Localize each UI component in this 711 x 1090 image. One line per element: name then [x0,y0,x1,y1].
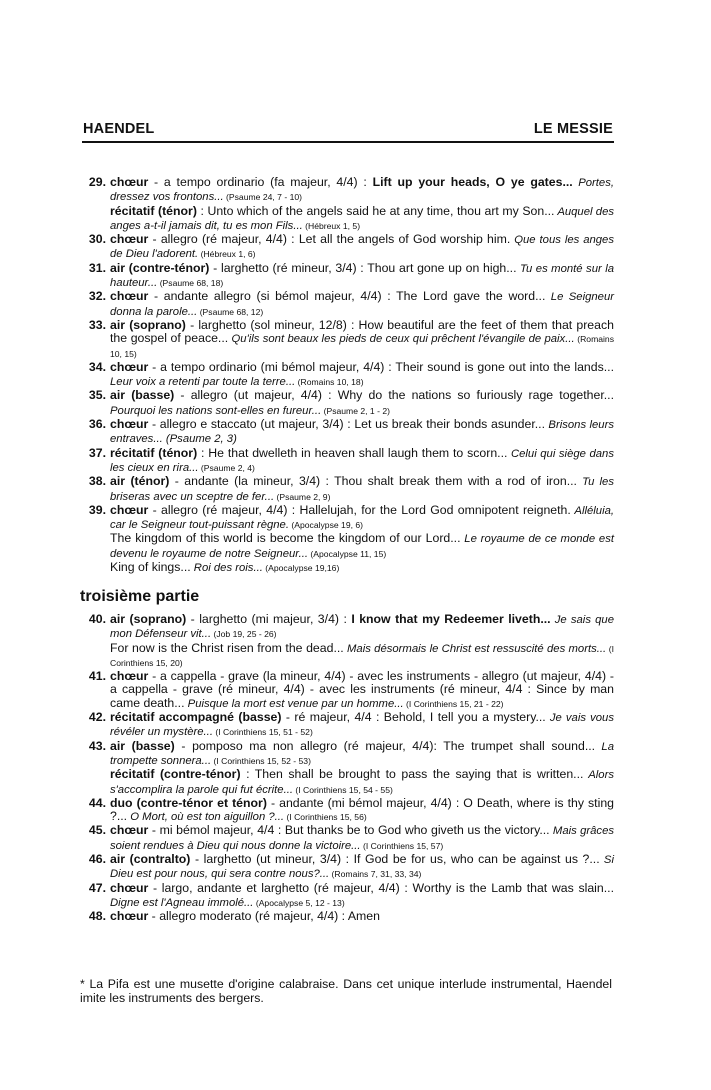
bold-text: air (soprano) [110,317,186,332]
french-translation: Le royaume de ce monde est devenu le royaume de notre Seigneur... [110,533,614,560]
movement-number: 35. [88,388,106,403]
section-title: troisième partie [80,588,200,605]
movement-paragraph [110,561,614,575]
french-translation: Je vais vous révéler un mystère... [110,712,614,739]
entry-text: - andante allegro (si bémol majeur, 4/4) : The Lord gave the word... [148,289,546,304]
entry-text: - larghetto (ut mineur, 3/4) : If God be for us, who can be against us ?... [190,852,600,867]
bold-text: chœur [110,880,149,895]
french-translation: La trompette sonnera... [110,740,614,767]
movement-number: 41. [88,669,106,684]
bold-text: air (ténor) [110,474,170,489]
movement-body [110,447,614,476]
bold-text: air (contralto) [110,852,191,867]
movement-body [110,824,614,853]
entry-text: For now is the Christ risen from the dead... [110,640,344,655]
movement-body [110,711,614,740]
scripture-reference: (Apocalypse 5, 12 - 13) [253,897,345,908]
scripture-reference: (Romains 7, 31, 33, 34) [329,869,422,880]
movement-paragraph [110,290,614,319]
movement-number: 34. [88,359,106,374]
movement-paragraph [110,910,614,923]
french-translation: Le Seigneur donna la parole... [110,291,614,318]
movement-body [110,853,614,882]
movement-body [110,361,614,390]
movement-entry [80,613,614,670]
scripture-reference: (Psaume 2, 9) [274,491,331,502]
movement-body [110,389,614,418]
french-translation: Mais grâces soient rendues à Dieu qui nous donne la victoire... [110,825,614,852]
movement-paragraph [110,711,614,740]
movement-body [110,882,614,911]
movement-entry [80,361,614,390]
entry-text: - largo, andante et larghetto (ré majeur, 4/4) : Worthy is the Lamb that was slain... [148,880,614,895]
french-translation: Alors s'accomplira la parole qui fut écrite... [110,769,614,796]
movement-number: 40. [88,612,106,626]
movement-entry [80,447,614,476]
french-translation: Si Dieu est pour nous, qui sera contre nous?... [110,854,614,881]
entry-text: - a tempo ordinario (fa majeur, 4/4) : [148,175,373,189]
entry-text: - allegro (ré majeur, 4/4) : Hallelujah, for the Lord God omnipotent reigneth. [148,502,571,517]
movement-number: 38. [88,474,106,489]
bold-text: air (basse) [110,738,175,753]
french-translation: Roi des rois... [190,562,263,575]
entry-text: - larghetto (mi majeur, 3/4) : [186,612,352,626]
bold-text: récitatif (contre-ténor) [110,767,241,782]
movement-paragraph [110,176,614,205]
movement-entry [80,824,614,853]
bold-text: chœur [110,823,149,838]
movement-body [110,176,614,233]
composer-name: HAENDEL [83,121,155,137]
bold-text: chœur [110,502,149,517]
movement-entry [80,711,614,740]
movement-paragraph [110,361,614,390]
movement-number: 37. [88,445,106,460]
scripture-reference: (Psaume 68, 18) [157,278,224,289]
movement-number: 48. [88,909,106,924]
entry-text: - allegro (ut majeur, 4/4) : Why do the nations so furiously rage together... [174,388,614,403]
scripture-reference: (Hébreux 1, 6) [198,249,256,260]
scripture-reference: (Job 19, 25 - 26) [211,629,277,640]
movement-entry [80,670,614,711]
work-title: LE MESSIE [533,121,613,137]
scripture-reference: (Apocalypse 19,16) [262,563,340,574]
movement-paragraph [110,475,614,504]
part-two-list [80,176,614,575]
movement-body [110,740,614,797]
entry-text: - pomposo ma non allegro (ré majeur, 4/4): The trumpet shall sound... [174,738,596,753]
entry-text: The kingdom of this world is become the kingdom of our Lord... [110,531,461,546]
movement-paragraph [110,882,614,911]
bold-text: chœur [110,289,149,304]
scripture-reference: (I Corinthiens 15, 21 - 22) [403,698,504,709]
movement-number: 29. [88,175,106,189]
french-translation: Qu'ils sont beaux les pieds de ceux qui prêchent l'évangile de paix... [228,333,575,346]
movement-paragraph [110,797,614,825]
entry-text: : Then shall be brought to pass the saying that is written... [240,767,584,782]
movement-entry [80,740,614,797]
movement-number: 30. [88,232,106,247]
entry-text: - mi bémol majeur, 4/4 : But thanks be to God who giveth us the victory... [148,823,550,838]
movement-body [110,504,614,575]
movement-paragraph [110,613,614,642]
bold-text: chœur [110,669,149,684]
movement-entry [80,262,614,291]
movement-number: 42. [88,710,106,725]
movement-entry [80,910,614,923]
movement-entry [80,290,614,319]
bold-text: récitatif (ténor) [110,445,198,460]
bold-text: chœur [110,359,149,374]
movement-number: 46. [88,852,106,867]
french-translation: Tu es monté sur la hauteur... [110,262,614,290]
bold-text: chœur [110,909,149,924]
movement-entry [80,504,614,575]
movement-number: 45. [88,823,106,838]
movement-body [110,670,614,711]
movement-paragraph [110,389,614,418]
movement-entry [80,233,614,262]
french-translation: Tu les briseras avec un sceptre de fer... [110,476,614,503]
bold-text: duo (contre-ténor et ténor) [110,795,267,810]
scripture-reference: (I Corinthiens 15, 51 - 52) [212,727,313,738]
french-translation: Pourquoi les nations sont-elles en fureur... [110,404,322,417]
movement-body [110,613,614,670]
movement-paragraph [110,642,614,671]
movement-number: 39. [88,502,106,517]
french-translation: Celui qui siège dans les cieux en rira... [110,447,614,474]
entry-text: - allegro e staccato (ut majeur, 3/4) : Let us break their bonds asunder... [148,417,546,432]
movement-paragraph [110,740,614,769]
movement-number: 44. [88,795,106,810]
bold-text: chœur [110,417,149,432]
bold-text: récitatif accompagné (basse) [110,710,282,725]
scripture-reference: (I Corinthiens 15, 54 - 55) [293,784,393,795]
bold-text: air (basse) [110,388,175,403]
movement-body [110,797,614,825]
french-translation: Portes, dressez vos frontons... [110,177,615,204]
movement-entry [80,176,614,233]
movement-paragraph [110,233,614,262]
movement-body [110,290,614,319]
movement-paragraph [110,532,614,561]
movement-entry [80,418,614,447]
scripture-reference: (Apocalypse 19, 6) [288,520,364,531]
entry-text: : Unto which of the angels said he at any time, thou art my Son... [196,203,555,218]
running-header [83,121,613,137]
scripture-reference: (I Corinthiens 15, 52 - 53) [211,755,311,766]
movement-body [110,475,614,504]
movement-body [110,319,614,361]
movement-number: 33. [88,317,106,332]
french-translation: Que tous les anges de Dieu l'adorent. [110,234,614,261]
scripture-reference: (I Corinthiens 15, 56) [284,812,367,823]
movement-number: 47. [88,880,106,895]
movement-paragraph [110,447,614,476]
french-translation: Alléluia, car le Seigneur tout-puissant règne. [110,504,614,532]
bold-text: chœur [110,232,149,247]
movement-paragraph [110,205,614,234]
movement-paragraph [110,824,614,853]
scripture-reference: (I Corinthiens 15, 20) [110,643,614,668]
entry-text: - larghetto (ré mineur, 3/4) : Thou art gone up on high... [209,260,517,275]
entry-text: King of kings... [110,560,191,575]
movement-body [110,418,614,447]
movement-number: 32. [88,289,106,304]
entry-text: - ré majeur, 4/4 : Behold, I tell you a mystery... [281,710,546,725]
movement-body [110,910,614,923]
entry-text: - andante (la mineur, 3/4) : Thou shalt break them with a rod of iron... [169,474,577,489]
entry-text: - a tempo ordinario (mi bémol majeur, 4/4) : Their sound is gone out into the lands... [148,359,614,374]
scripture-reference: (Romains 10, 15) [110,334,614,359]
bold-text: I know that my Redeemer liveth... [351,612,551,626]
entry-text: - allegro moderato (ré majeur, 4/4) : Amen [148,909,380,924]
part-three-list [80,613,614,924]
movement-number: 43. [88,738,106,753]
entry-text: : He that dwelleth in heaven shall laugh them to scorn... [197,445,508,460]
french-translation: Mais désormais le Christ est ressuscité des morts... [343,642,607,655]
bold-text: chœur [110,175,149,189]
french-translation: Puisque la mort est venue par un homme... [184,697,404,710]
bold-text: air (soprano) [110,612,187,626]
movement-entry [80,475,614,504]
movement-body [110,262,614,291]
movement-number: 36. [88,417,106,432]
bold-text: air (contre-ténor) [110,260,210,275]
movement-entry [80,797,614,825]
movement-number: 31. [88,260,106,275]
movement-paragraph [110,319,614,361]
french-translation: O Mort, où est ton aiguillon ?... [127,811,285,824]
movement-paragraph [110,670,614,711]
bold-text: Lift up your heads, O ye gates... [372,175,573,189]
scripture-reference: (Hébreux 1, 5) [302,220,361,231]
movement-entry [80,853,614,882]
movement-paragraph [110,768,614,797]
movement-paragraph [110,262,614,291]
scripture-reference: (Psaume 68, 12) [197,306,264,317]
scripture-reference: (Romains 10, 18) [295,377,364,388]
bold-text: récitatif (ténor) [110,203,197,218]
movement-paragraph [110,504,614,533]
movement-paragraph [110,418,614,447]
french-translation: Je sais que mon Défenseur vit... [110,614,614,641]
entry-text: - larghetto (sol mineur, 12/8) : How beautiful are the feet of them that preach the gospel of peace... [110,317,614,346]
french-translation: Leur voix a retenti par toute la terre... [110,376,296,389]
french-translation: Auquel des anges a-t-il jamais dit, tu es mon Fils... [110,205,614,232]
movement-paragraph [110,853,614,882]
entry-text: - a cappella - grave (la mineur, 4/4) - avec les instruments - allegro (ut majeur, 4/4) - a cappella - grave (ré mineur, 4/4) - avec les instruments (ré mineur, 4/4 : Since by man came death... [110,669,614,710]
entry-text: - allegro (ré majeur, 4/4) : Let all the angels of God worship him. [148,232,511,247]
scripture-reference: (I Corinthiens 15, 57) [360,840,444,851]
entry-text: - andante (mi bémol majeur, 4/4) : O Death, where is thy sting ?... [110,795,614,824]
movement-entry [80,319,614,361]
footnote: * La Pifa est une musette d'origine calabraise. Dans cet unique interlude instrumental, Haendel imite les instruments des bergers. [80,977,612,1005]
scripture-reference: (Psaume 2, 4) [198,462,255,473]
french-translation: Brisons leurs entraves... (Psaume 2, 3) [110,419,614,446]
movement-body [110,233,614,262]
french-translation: Digne est l'Agneau immolé... [110,896,254,909]
header-rule [82,141,614,143]
scripture-reference: (Apocalypse 11, 15) [308,548,387,559]
movement-entry [80,389,614,418]
movement-entry [80,882,614,911]
scripture-reference: (Psaume 2, 1 - 2) [321,405,390,416]
scripture-reference: (Psaume 24, 7 - 10) [223,192,302,203]
